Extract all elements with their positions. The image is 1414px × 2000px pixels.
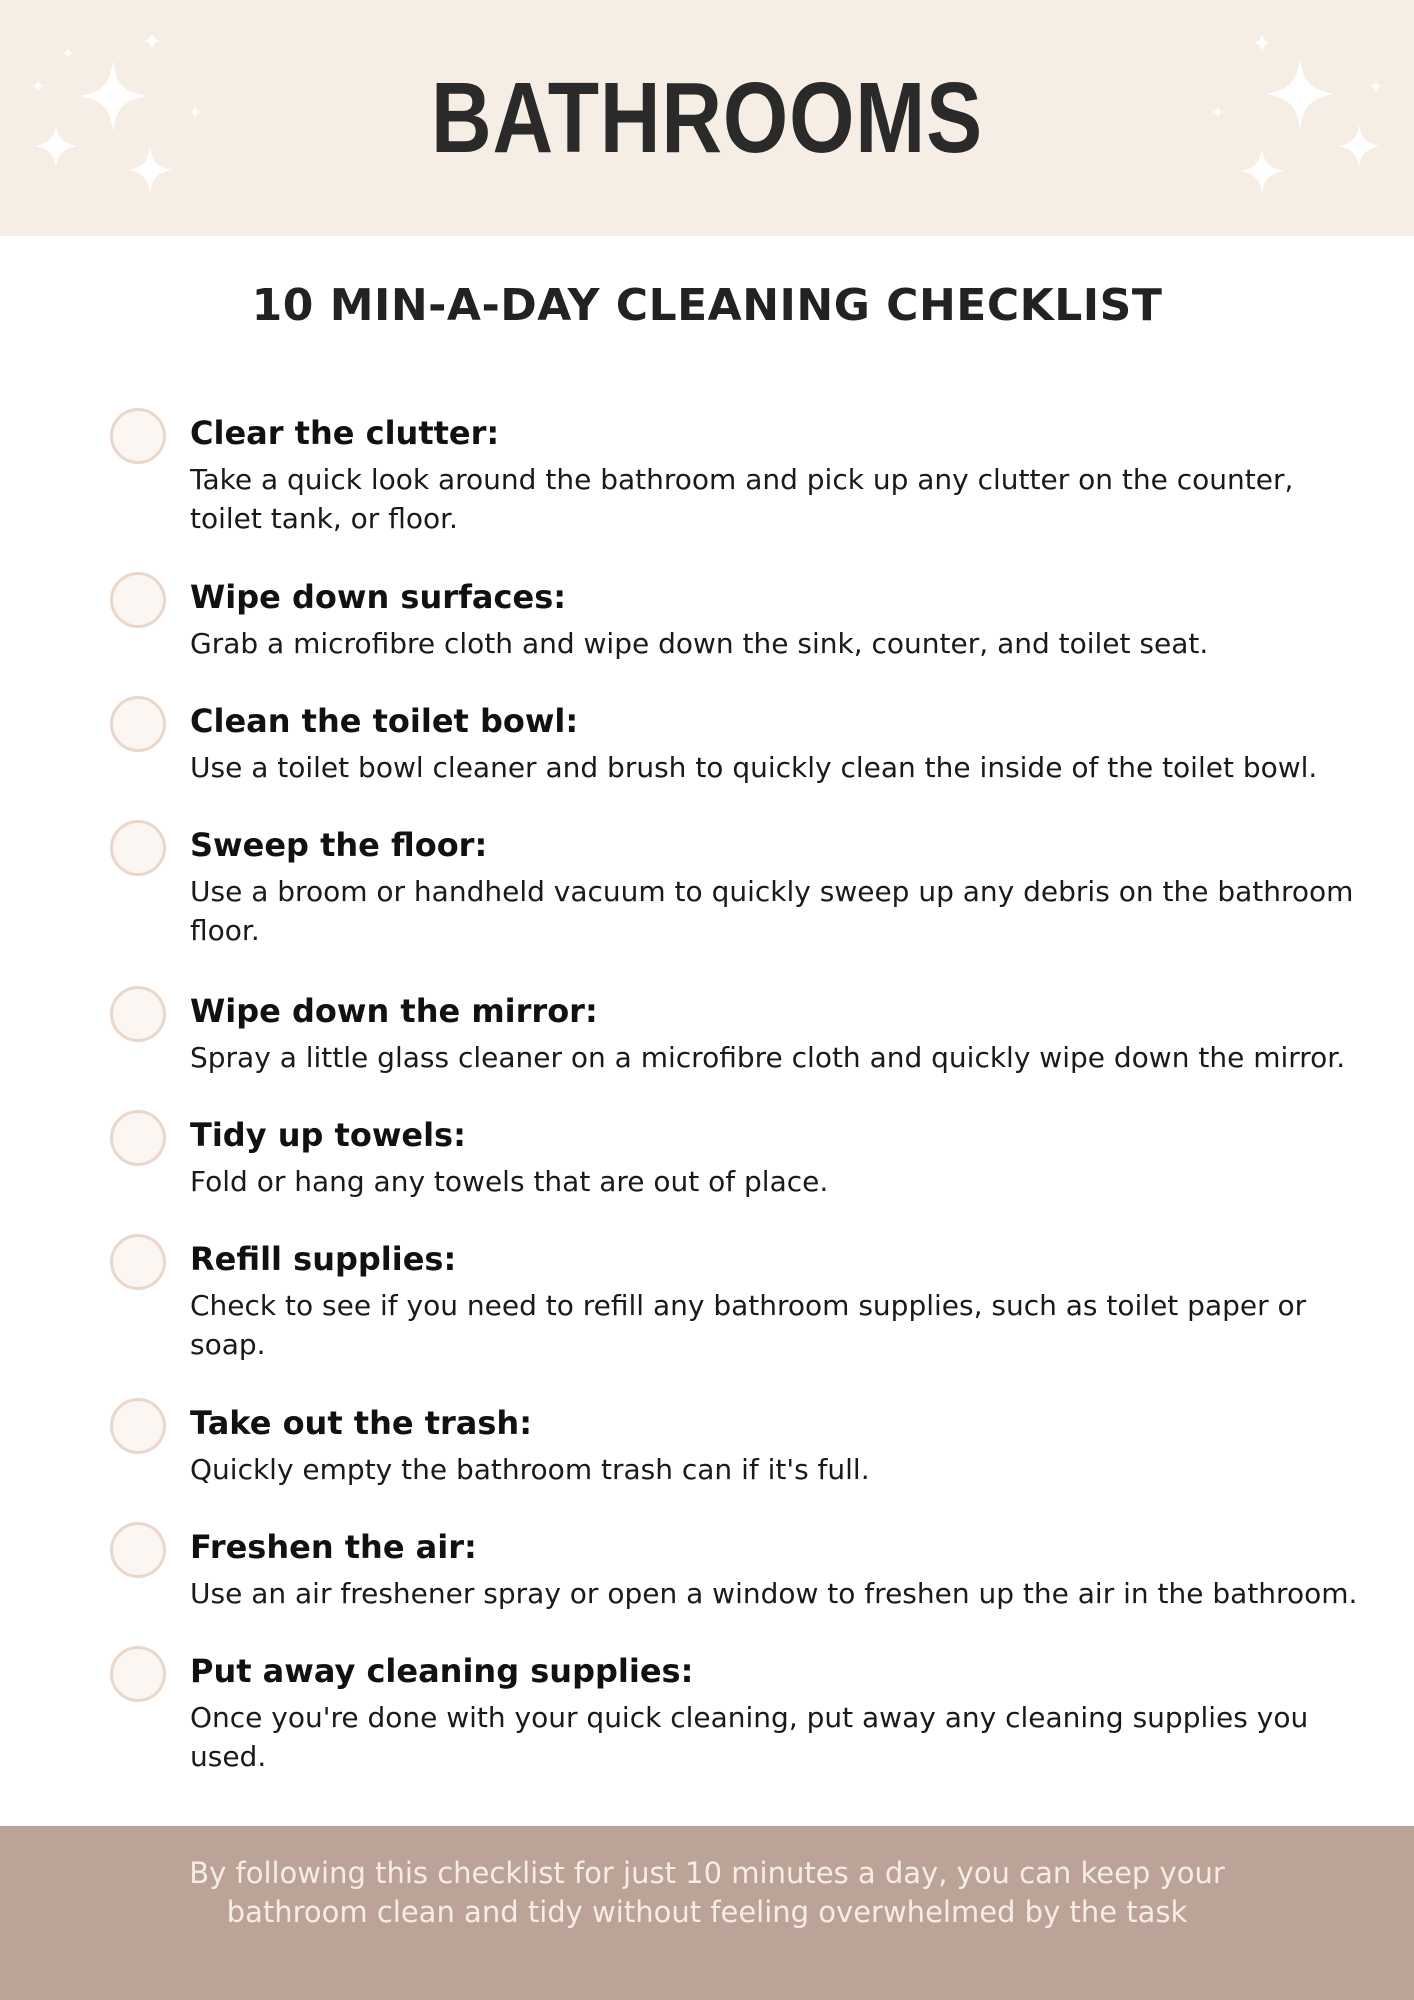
item-description: Check to see if you need to refill any bathroom supplies, such as toilet paper or soap. [190, 1289, 1307, 1361]
item-description: Grab a microfibre cloth and wipe down the sink, counter, and toilet seat. [190, 627, 1209, 660]
checkbox-circle[interactable] [110, 1398, 166, 1454]
item-description: Use a toilet bowl cleaner and brush to quickly clean the inside of the toilet bowl. [190, 751, 1318, 784]
item-title: Take out the trash: [190, 1404, 532, 1442]
item-title: Freshen the air: [190, 1528, 477, 1566]
checkbox-circle[interactable] [110, 986, 166, 1042]
page-title: BATHROOMS [431, 61, 983, 174]
item-title: Tidy up towels: [190, 1116, 466, 1154]
item-description: Quickly empty the bathroom trash can if it's full. [190, 1453, 870, 1486]
item-title: Wipe down the mirror: [190, 992, 598, 1030]
checkbox-circle[interactable] [110, 696, 166, 752]
item-title: Put away cleaning supplies: [190, 1652, 694, 1690]
item-title: Clear the clutter: [190, 414, 500, 452]
item-title: Clean the toilet bowl: [190, 702, 579, 740]
checkbox-circle[interactable] [110, 820, 166, 876]
item-description: Spray a little glass cleaner on a microfibre cloth and quickly wipe down the mirror. [190, 1041, 1346, 1074]
item-description: Use an air freshener spray or open a window to freshen up the air in the bathroom. [190, 1577, 1358, 1610]
item-title: Wipe down surfaces: [190, 578, 567, 616]
checkbox-circle[interactable] [110, 1234, 166, 1290]
checkbox-circle[interactable] [110, 1110, 166, 1166]
footer-banner [0, 1826, 1414, 2000]
checkbox-circle[interactable] [110, 408, 166, 464]
checklist-subtitle: 10 MIN-A-DAY CLEANING CHECKLIST [251, 280, 1163, 331]
item-description: Use a broom or handheld vacuum to quickly sweep up any debris on the bathroom floor. [190, 875, 1354, 947]
item-description: Once you're done with your quick cleaning, put away any cleaning supplies you used. [190, 1701, 1309, 1773]
item-title: Refill supplies: [190, 1240, 457, 1278]
item-description: Fold or hang any towels that are out of place. [190, 1165, 829, 1198]
checkbox-circle[interactable] [110, 1522, 166, 1578]
checkbox-circle[interactable] [110, 572, 166, 628]
item-description: Take a quick look around the bathroom and pick up any clutter on the counter, toilet tank, or floor. [190, 463, 1294, 535]
item-title: Sweep the floor: [190, 826, 488, 864]
footer-text: By following this checklist for just 10 minutes a day, you can keep your bathroom clean and tidy without feeling overwhelmed by the task [189, 1856, 1225, 1929]
checkbox-circle[interactable] [110, 1646, 166, 1702]
